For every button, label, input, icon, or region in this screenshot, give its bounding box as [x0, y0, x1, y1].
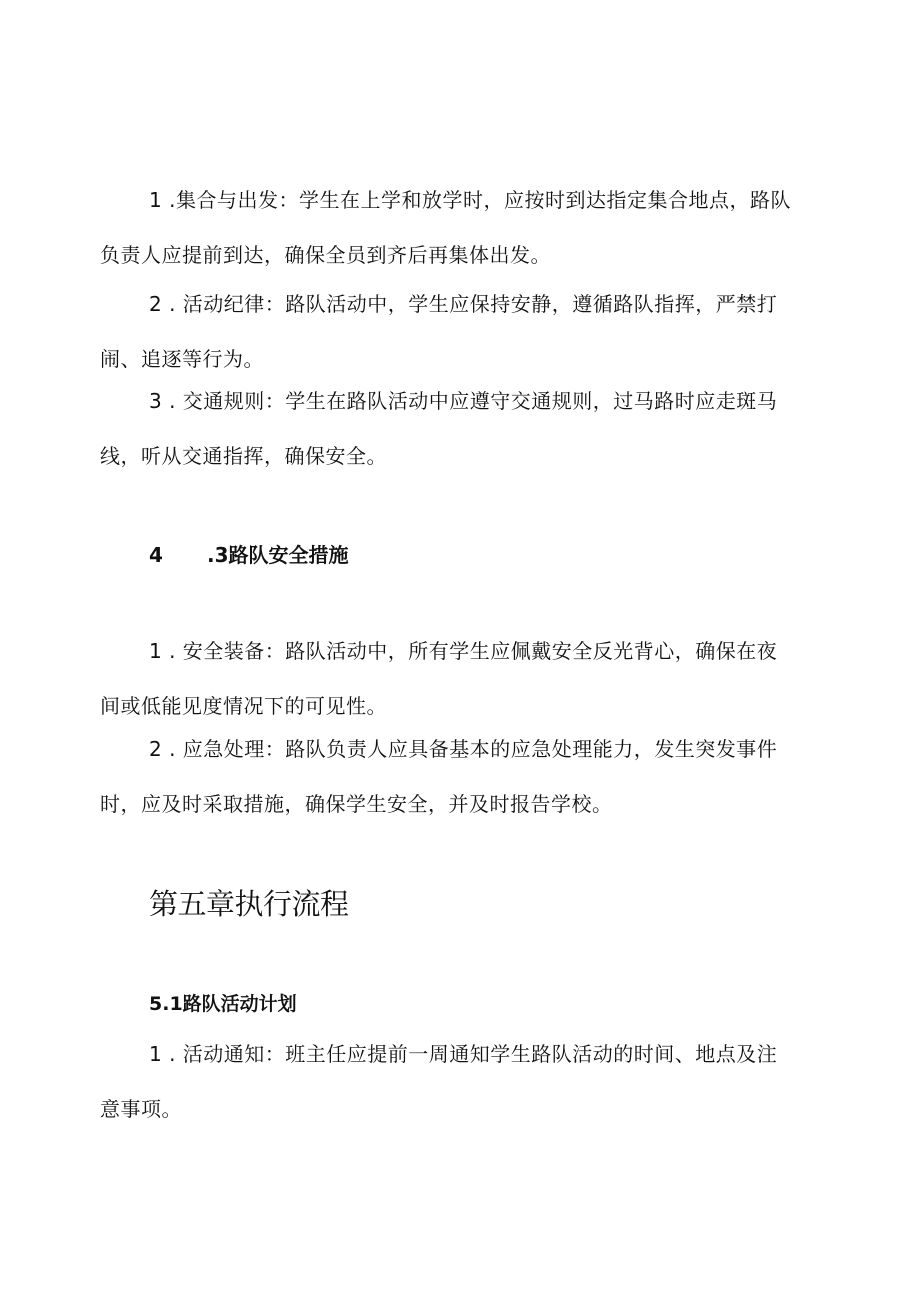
chapter-title: 第五章执行流程 [149, 887, 349, 921]
section-heading-4-3 [149, 540, 349, 570]
section-heading-5-1: 5.1路队活动计划 [149, 993, 297, 1015]
rule-item-discipline [100, 289, 822, 374]
rule-item-assembly [100, 185, 822, 270]
section-number: 4 [149, 543, 163, 567]
paragraph-line: 2 . 活动纪律：路队活动中，学生应保持安静，遵循路队指挥，严禁打 [149, 292, 778, 316]
rule-item-safety-gear [100, 636, 822, 721]
paragraph-line: 3 . 交通规则：学生在路队活动中应遵守交通规则，过马路时应走斑马 [149, 389, 778, 413]
paragraph-line: 1 .集合与出发：学生在上学和放学时，应按时到达指定集合地点，路队 [149, 188, 791, 212]
paragraph-line: 间或低能见度情况下的可见性。 [100, 694, 387, 718]
paragraph-line: 线，听从交通指挥，确保安全。 [100, 444, 387, 468]
section-title: .3路队安全措施 [207, 543, 349, 567]
paragraph-line: 闹、追逐等行为。 [100, 347, 264, 371]
paragraph-line: 意事项。 [100, 1097, 182, 1121]
paragraph-line: 1 . 活动通知：班主任应提前一周通知学生路队活动的时间、地点及注 [149, 1042, 778, 1066]
rule-item-traffic [100, 386, 822, 471]
paragraph-line: 时，应及时采取措施，确保学生安全，并及时报告学校。 [100, 792, 613, 816]
paragraph-line: 1 . 安全装备：路队活动中，所有学生应佩戴安全反光背心，确保在夜 [149, 639, 778, 663]
paragraph-line: 负责人应提前到达，确保全员到齐后再集体出发。 [100, 243, 551, 267]
rule-item-notification [100, 1039, 822, 1124]
paragraph-line: 2 . 应急处理：路队负责人应具备基本的应急处理能力，发生突发事件 [149, 737, 778, 761]
rule-item-emergency [100, 734, 822, 819]
